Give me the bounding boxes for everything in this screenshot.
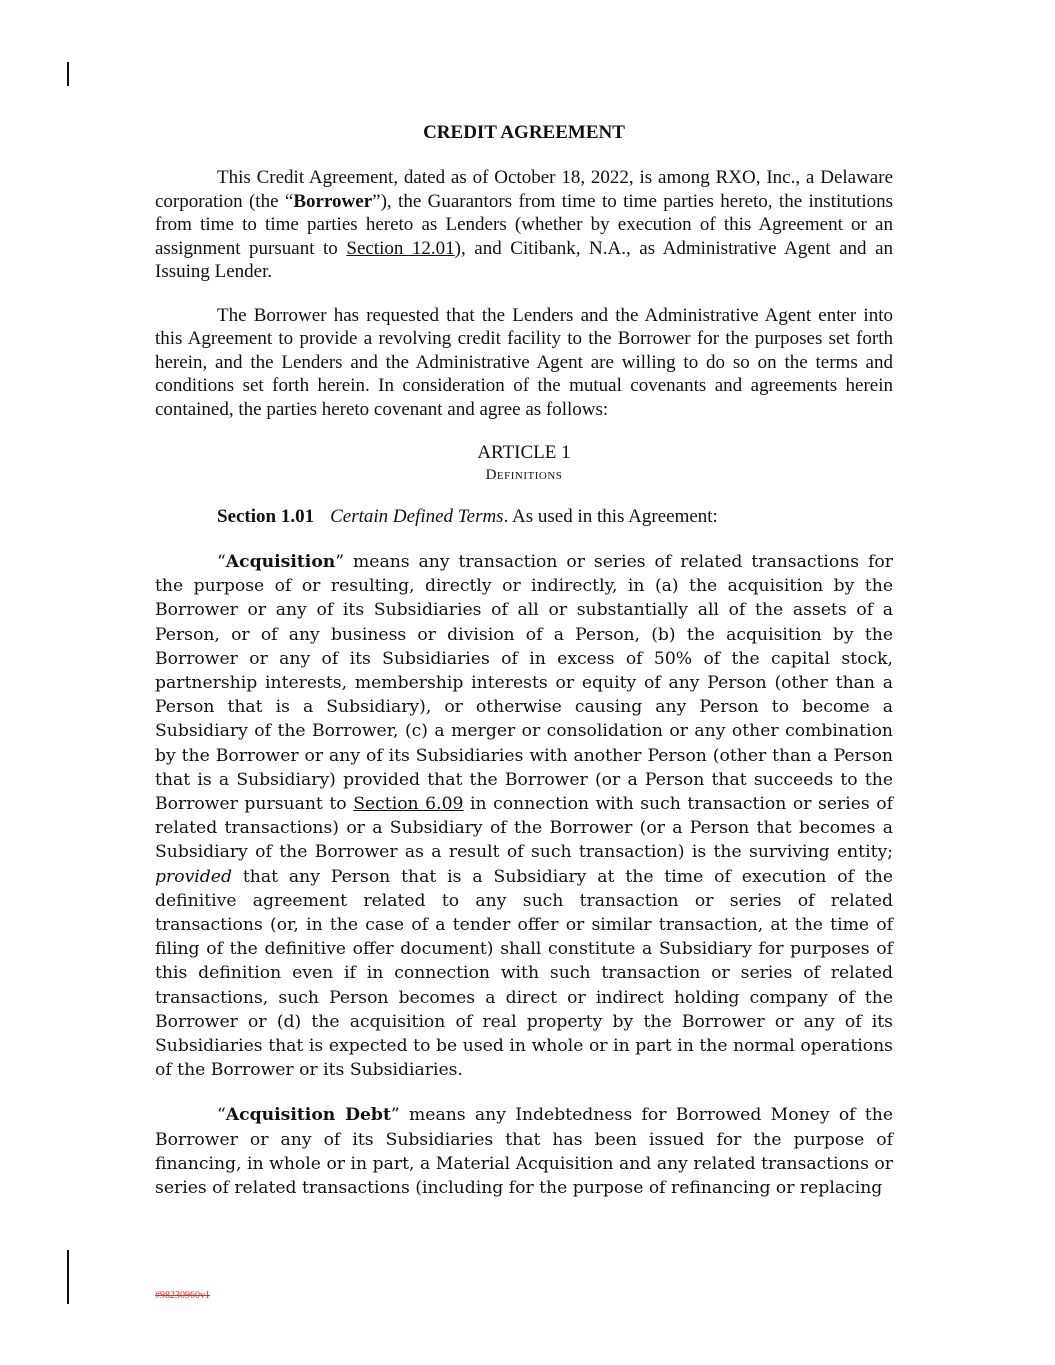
definition-text: ” means any Indebtedness for Borrowed Money of the Borrower or any of its Subsidiaries that has been issued for the purpose of financing, in whole or in part, a Material Acquisition and any related transactions or series of related transactions (including for the purpose of refinancing or replacing [155,1105,893,1199]
definition-text-1: ” means any transaction or series of related transactions for the purpose of or resulting, directly or indirectly, in (a) the acquisition by the Borrower or any of its Subsidiaries of all or substantially all of the assets of a Person, or of any business or division of a Person, (b) the acquisition by the Borrower or any of its Subsidiaries of in excess of 50% of the capital stock, partnership interests, membership interests or equity of any Person (other than a Person that is a Subsidiary), or otherwise causing any Person to become a Subsidiary of the Borrower, (c) a merger or consolidation or any other combination by the Borrower or any of its Subsidiaries with another Person (other than a Person that is a Subsidiary) provided that the Borrower (or a Person that succeeds to the Borrower pursuant to [155,552,893,815]
change-bar-top [67,62,69,86]
defined-term-acquisition: Acquisition [225,552,336,572]
section-12-01-ref: Section 12.01 [346,237,455,259]
recital-paragraph: The Borrower has requested that the Lenders and the Administrative Agent enter into this Agreement to provide a revolving credit facility to the Borrower for the purposes set forth herein, and the Lenders and the Administrative Agent are willing to do so on the terms and conditions set forth herein. In consideration of the mutual covenants and agreements herein contained, the parties hereto covenant and agree as follows: [155,304,893,420]
document-title: CREDIT AGREEMENT [423,122,625,143]
definition-acquisition-debt [155,1103,893,1200]
quote-mark: “ [217,552,226,572]
document-page [155,122,893,1221]
section-title: Certain Defined Terms [330,506,504,527]
intro-text-1: This Credit Agreement, dated as of October 18, 2022, is among RXO, Inc., a Delaware corporation (the “ [155,167,893,212]
intro-text-3: ), and Citibank, N.A., as Administrative Agent and an Issuing Lender. [155,237,894,282]
change-bar-bottom [67,1250,69,1304]
definition-text-2: in connection with such transaction or series of related transactions) or a Subsidiary of the Borrower (or a Person that becomes a Subsidiary of the Borrower as a result of such transaction) is the surviving entity; [155,794,893,863]
quote-mark: “ [217,1105,226,1126]
definition-acquisition [155,550,893,1082]
defined-term-acquisition-debt: Acquisition Debt [225,1105,391,1126]
article-subheading: Definitions [485,467,563,483]
section-number: Section 1.01 [217,506,315,527]
provided-term: provided [155,866,232,887]
section-6-09-ref: Section 6.09 [353,794,464,815]
borrower-term: Borrower [293,190,373,212]
section-heading [217,506,893,528]
document-footer-id: #98230960v1 [155,1290,210,1301]
intro-paragraph [155,166,893,284]
section-tail: . As used in this Agreement: [503,506,718,527]
intro-text-2: ”), the Guarantors from time to time parties hereto, the institutions from time to time parties hereto as Lenders (whether by execution of this Agreement or an assignment pursuant to [155,190,893,259]
definition-text-3: that any Person that is a Subsidiary at the time of execution of the definitive agreement related to any such transaction or series of related transactions (or, in the case of a tender offer or similar transaction, at the time of filing of the definitive offer document) shall constitute a Subsidiary for purposes of this definition even if in connection with such transaction or series of related transactions, such Person becomes a direct or indirect holding company of the Borrower or (d) the acquisition of real property by the Borrower or any of its Subsidiaries that is expected to be used in whole or in part in the normal operations of the Borrower or its Subsidiaries. [155,866,893,1081]
article-heading: ARTICLE 1 [477,442,571,463]
